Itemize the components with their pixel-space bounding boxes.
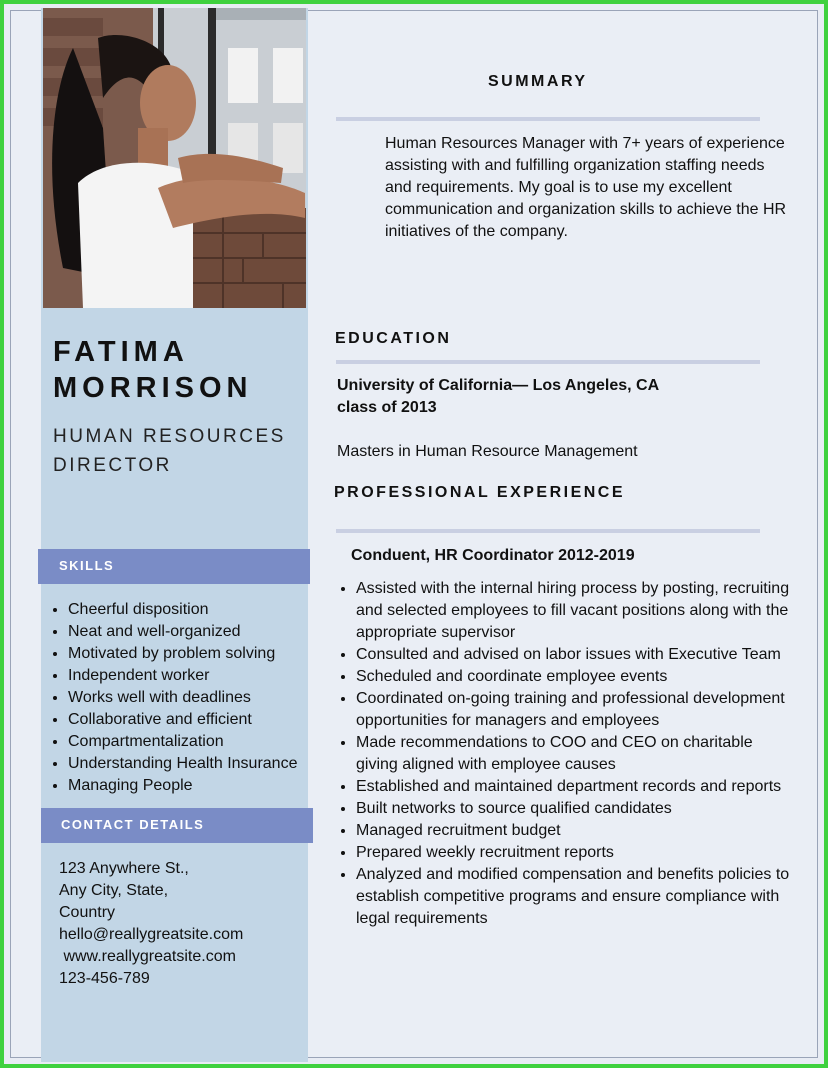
education-school — [337, 375, 659, 419]
skill-item: • Neat and well-organized — [68, 621, 328, 643]
title-line-1: HUMAN RESOURCES — [53, 426, 286, 447]
duty-item: • Managed recruitment budget — [356, 820, 796, 842]
duties-list — [338, 578, 796, 930]
skill-item: • Independent worker — [68, 665, 328, 687]
summary-text: Human Resources Manager with 7+ years of experience assisting with and fulfilling organization staffing needs and requirements. My goal is to use my excellent communication and organization skills to achieve the HR initiatives of the company. — [385, 135, 787, 240]
class-year: class of 2013 — [337, 399, 437, 416]
education-degree: Masters in Human Resource Management — [337, 443, 638, 460]
candidate-name — [53, 334, 253, 406]
skill-item: • Compartmentalization — [68, 731, 328, 753]
duty-item: • Assisted with the internal hiring process by posting, recruiting and selected employees to fill vacant positions along with the appropriate supervisor — [356, 578, 796, 644]
address-line-2: Any City, State, — [59, 882, 169, 899]
summary-heading: SUMMARY — [488, 73, 588, 90]
education-divider — [336, 360, 760, 364]
website-link[interactable]: www.reallygreatsite.com — [59, 948, 236, 965]
experience-divider — [336, 529, 760, 533]
job-entry-title: Conduent, HR Coordinator 2012-2019 — [351, 547, 635, 564]
duty-item: • Built networks to source qualified candidates — [356, 798, 796, 820]
education-heading: EDUCATION — [335, 330, 452, 347]
duty-item: • Coordinated on-going training and professional development opportunities for managers and employees — [356, 688, 796, 732]
skills-heading: SKILLS — [38, 549, 310, 584]
school-name: University of California— Los Angeles, CA — [337, 377, 660, 394]
experience-heading: PROFESSIONAL EXPERIENCE — [334, 484, 626, 501]
address-line-3: Country — [59, 904, 116, 921]
last-name: MORRISON — [53, 372, 253, 404]
skill-item: • Cheerful disposition — [68, 599, 328, 621]
duty-item: • Established and maintained department records and reports — [356, 776, 796, 798]
skill-item: • Works well with deadlines — [68, 687, 328, 709]
job-title-heading — [53, 422, 286, 480]
contact-heading: CONTACT DETAILS — [41, 808, 313, 843]
duty-item: • Scheduled and coordinate employee events — [356, 666, 796, 688]
duty-item: • Prepared weekly recruitment reports — [356, 842, 796, 864]
address-line-1: 123 Anywhere St., — [59, 860, 189, 877]
duty-item: • Consulted and advised on labor issues with Executive Team — [356, 644, 796, 666]
phone-number: 123-456-789 — [59, 970, 150, 987]
skill-item: • Understanding Health Insurance — [68, 753, 328, 775]
first-name: FATIMA — [53, 336, 189, 368]
duty-item: • Made recommendations to COO and CEO on charitable giving aligned with employee causes — [356, 732, 796, 776]
email-link[interactable]: hello@reallygreatsite.com — [59, 926, 244, 943]
summary-divider — [336, 117, 760, 121]
duty-item: • Analyzed and modified compensation and benefits policies to establish competitive programs and ensure compliance with legal requirements — [356, 864, 796, 930]
title-line-2: DIRECTOR — [53, 455, 172, 476]
skill-item: • Collaborative and efficient — [68, 709, 328, 731]
contact-details — [59, 858, 243, 990]
skills-list — [50, 599, 328, 797]
profile-photo — [43, 8, 306, 308]
skill-item: • Managing People — [68, 775, 328, 797]
skill-item: • Motivated by problem solving — [68, 643, 328, 665]
